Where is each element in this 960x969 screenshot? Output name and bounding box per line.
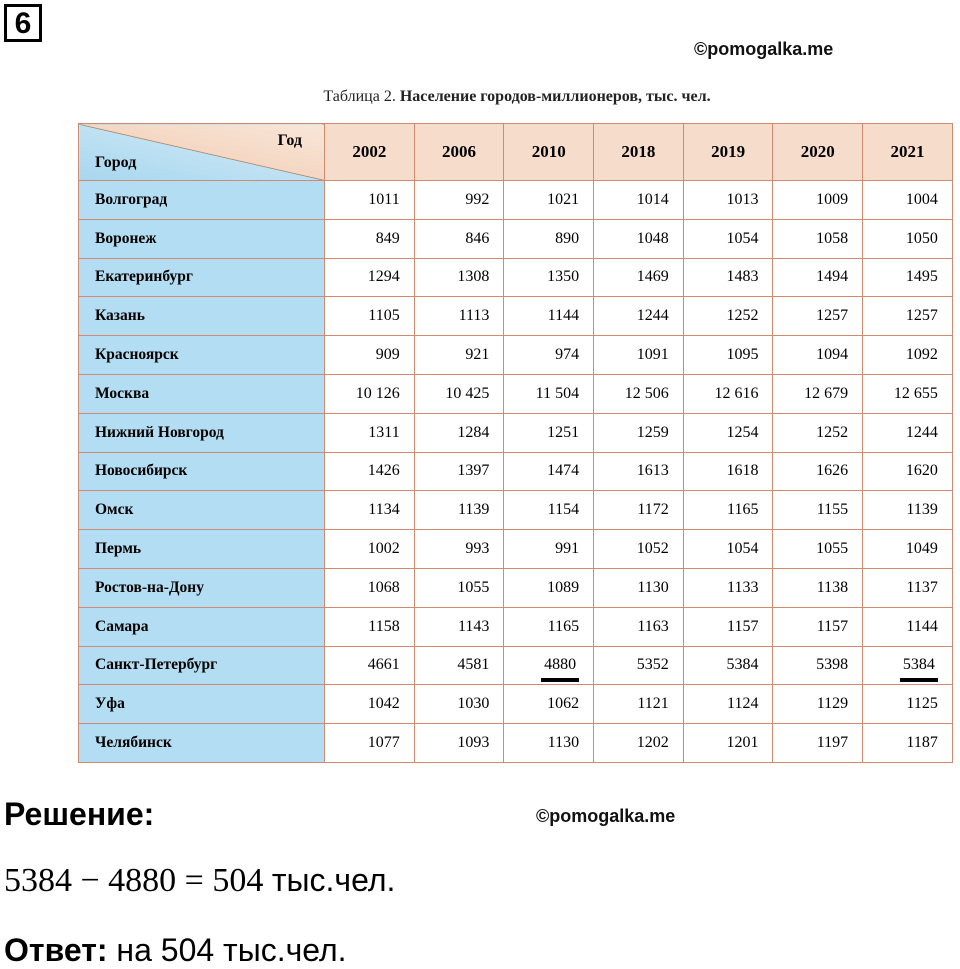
answer-text: на 504 тыс.чел.	[116, 932, 347, 968]
population-value-cell: 10 126	[325, 374, 415, 413]
population-value-cell: 1626	[773, 452, 863, 491]
city-name-cell: Пермь	[79, 530, 325, 569]
year-header: 2020	[773, 124, 863, 181]
population-value-cell: 1201	[683, 724, 773, 763]
population-value-cell: 890	[504, 219, 594, 258]
population-value-cell: 1133	[683, 568, 773, 607]
population-value-cell: 1618	[683, 452, 773, 491]
task-number-box: 6	[4, 4, 42, 42]
table-row	[79, 452, 953, 491]
population-value-cell: 1004	[863, 181, 953, 220]
caption-prefix: Таблица 2.	[323, 88, 396, 105]
population-value-cell: 1165	[683, 491, 773, 530]
population-value-cell: 1311	[325, 413, 415, 452]
solution-equation	[4, 862, 395, 900]
table-row	[79, 530, 953, 569]
population-value-cell: 1089	[504, 568, 594, 607]
equation-unit: тыс.чел.	[271, 862, 396, 898]
population-value-cell: 12 616	[683, 374, 773, 413]
population-value-cell: 11 504	[504, 374, 594, 413]
population-value-cell: 1009	[773, 181, 863, 220]
underlined-value: 4880	[541, 656, 579, 682]
table-row	[79, 258, 953, 297]
city-name-cell: Новосибирск	[79, 452, 325, 491]
city-name-cell: Санкт-Петербург	[79, 646, 325, 685]
underlined-value: 5384	[900, 656, 938, 682]
population-value-cell: 1157	[683, 607, 773, 646]
population-value-cell: 1077	[325, 724, 415, 763]
table-row	[79, 491, 953, 530]
population-value-cell: 1244	[863, 413, 953, 452]
population-value-cell: 993	[414, 530, 504, 569]
population-value-cell: 1350	[504, 258, 594, 297]
population-value-cell: 1138	[773, 568, 863, 607]
city-name-cell: Казань	[79, 297, 325, 336]
table-row	[79, 219, 953, 258]
year-header: 2002	[325, 124, 415, 181]
population-value-cell: 974	[504, 336, 594, 375]
population-value-cell: 1139	[863, 491, 953, 530]
population-value-cell: 1095	[683, 336, 773, 375]
population-value-cell: 1144	[863, 607, 953, 646]
year-header: 2010	[504, 124, 594, 181]
population-value-cell: 4661	[325, 646, 415, 685]
population-value-cell: 1308	[414, 258, 504, 297]
population-value-cell: 1137	[863, 568, 953, 607]
city-name-cell: Омск	[79, 491, 325, 530]
population-value-cell: 1144	[504, 297, 594, 336]
year-header: 2019	[683, 124, 773, 181]
population-value-cell: 1021	[504, 181, 594, 220]
population-value-cell: 921	[414, 336, 504, 375]
population-value-cell: 1155	[773, 491, 863, 530]
caption-title: Население городов-миллионеров, тыс. чел.	[399, 88, 711, 105]
population-value-cell: 1058	[773, 219, 863, 258]
population-value-cell: 1143	[414, 607, 504, 646]
table-row	[79, 568, 953, 607]
population-value-cell: 1002	[325, 530, 415, 569]
population-value-cell: 1050	[863, 219, 953, 258]
city-name-cell: Воронеж	[79, 219, 325, 258]
population-value-cell: 1259	[594, 413, 684, 452]
population-value-cell: 1130	[594, 568, 684, 607]
population-value-cell: 1294	[325, 258, 415, 297]
table-row	[79, 413, 953, 452]
city-name-cell: Челябинск	[79, 724, 325, 763]
population-value-cell: 1055	[773, 530, 863, 569]
population-value-cell: 992	[414, 181, 504, 220]
city-name-cell: Красноярск	[79, 336, 325, 375]
city-name-cell: Москва	[79, 374, 325, 413]
population-value-cell: 1197	[773, 724, 863, 763]
population-value-cell: 1244	[594, 297, 684, 336]
population-value-cell: 909	[325, 336, 415, 375]
table-row	[79, 181, 953, 220]
population-value-cell: 1165	[504, 607, 594, 646]
table-row	[79, 685, 953, 724]
year-header: 2018	[594, 124, 684, 181]
population-value-cell: 849	[325, 219, 415, 258]
city-name-cell: Нижний Новгород	[79, 413, 325, 452]
population-value-cell: 1121	[594, 685, 684, 724]
population-value-cell: 1254	[683, 413, 773, 452]
population-value-cell: 1202	[594, 724, 684, 763]
population-value-cell: 1397	[414, 452, 504, 491]
population-value-cell: 1157	[773, 607, 863, 646]
city-name-cell: Екатеринбург	[79, 258, 325, 297]
table-corner-cell	[79, 124, 325, 181]
population-value-cell: 1129	[773, 685, 863, 724]
population-value-cell: 1124	[683, 685, 773, 724]
population-value-cell: 1113	[414, 297, 504, 336]
table-row	[79, 374, 953, 413]
population-value-cell: 1474	[504, 452, 594, 491]
population-value-cell	[863, 646, 953, 685]
corner-city-label: Город	[95, 154, 137, 171]
population-value-cell: 12 679	[773, 374, 863, 413]
population-value-cell: 846	[414, 219, 504, 258]
population-value-cell: 1154	[504, 491, 594, 530]
population-value-cell: 1062	[504, 685, 594, 724]
city-name-cell: Волгоград	[79, 181, 325, 220]
population-value-cell: 1483	[683, 258, 773, 297]
population-value-cell: 1054	[683, 530, 773, 569]
population-value-cell: 1495	[863, 258, 953, 297]
population-value-cell: 1134	[325, 491, 415, 530]
population-value-cell: 1130	[504, 724, 594, 763]
population-value-cell: 1068	[325, 568, 415, 607]
year-header: 2006	[414, 124, 504, 181]
population-value-cell: 1257	[863, 297, 953, 336]
population-value-cell: 1158	[325, 607, 415, 646]
watermark-bottom: ©pomogalka.me	[536, 806, 676, 826]
population-value-cell: 1125	[863, 685, 953, 724]
population-value-cell: 1048	[594, 219, 684, 258]
population-value-cell: 1052	[594, 530, 684, 569]
table-body	[79, 181, 953, 763]
corner-year-label: Год	[277, 132, 302, 149]
equation-expression: 5384 − 4880 = 504	[4, 862, 264, 899]
population-value-cell: 1091	[594, 336, 684, 375]
population-value-cell: 1011	[325, 181, 415, 220]
population-value-cell: 1094	[773, 336, 863, 375]
population-value-cell: 1163	[594, 607, 684, 646]
answer-line	[4, 932, 347, 969]
table-row	[79, 297, 953, 336]
answer-label: Ответ:	[4, 932, 108, 968]
population-value-cell: 1172	[594, 491, 684, 530]
city-name-cell: Самара	[79, 607, 325, 646]
population-value-cell: 5384	[683, 646, 773, 685]
population-value-cell: 5352	[594, 646, 684, 685]
population-value-cell: 12 506	[594, 374, 684, 413]
population-value-cell: 1092	[863, 336, 953, 375]
population-value-cell: 991	[504, 530, 594, 569]
population-value-cell: 1139	[414, 491, 504, 530]
population-value-cell: 1049	[863, 530, 953, 569]
population-value-cell: 1014	[594, 181, 684, 220]
population-value-cell: 1187	[863, 724, 953, 763]
table-row	[79, 724, 953, 763]
solution-label: Решение:	[4, 796, 155, 832]
population-value-cell: 1257	[773, 297, 863, 336]
table-row	[79, 607, 953, 646]
population-value-cell: 12 655	[863, 374, 953, 413]
city-name-cell: Ростов-на-Дону	[79, 568, 325, 607]
table-row	[79, 336, 953, 375]
population-value-cell: 1252	[773, 413, 863, 452]
population-value-cell: 1030	[414, 685, 504, 724]
table-caption	[0, 88, 960, 106]
population-value-cell: 10 425	[414, 374, 504, 413]
population-value-cell: 1469	[594, 258, 684, 297]
table-row	[79, 646, 953, 685]
population-value-cell: 1054	[683, 219, 773, 258]
population-value-cell: 1426	[325, 452, 415, 491]
population-value-cell: 1252	[683, 297, 773, 336]
population-value-cell: 1105	[325, 297, 415, 336]
population-value-cell: 1055	[414, 568, 504, 607]
population-value-cell: 5398	[773, 646, 863, 685]
city-name-cell: Уфа	[79, 685, 325, 724]
population-value-cell: 1251	[504, 413, 594, 452]
population-value-cell: 1620	[863, 452, 953, 491]
population-value-cell: 1013	[683, 181, 773, 220]
population-value-cell: 1284	[414, 413, 504, 452]
population-table	[78, 123, 953, 763]
year-header: 2021	[863, 124, 953, 181]
population-value-cell: 1042	[325, 685, 415, 724]
population-value-cell: 1613	[594, 452, 684, 491]
population-value-cell: 4581	[414, 646, 504, 685]
watermark-top: ©pomogalka.me	[694, 39, 834, 59]
population-value-cell: 1093	[414, 724, 504, 763]
population-value-cell	[504, 646, 594, 685]
population-value-cell: 1494	[773, 258, 863, 297]
table-header-row	[79, 124, 953, 181]
